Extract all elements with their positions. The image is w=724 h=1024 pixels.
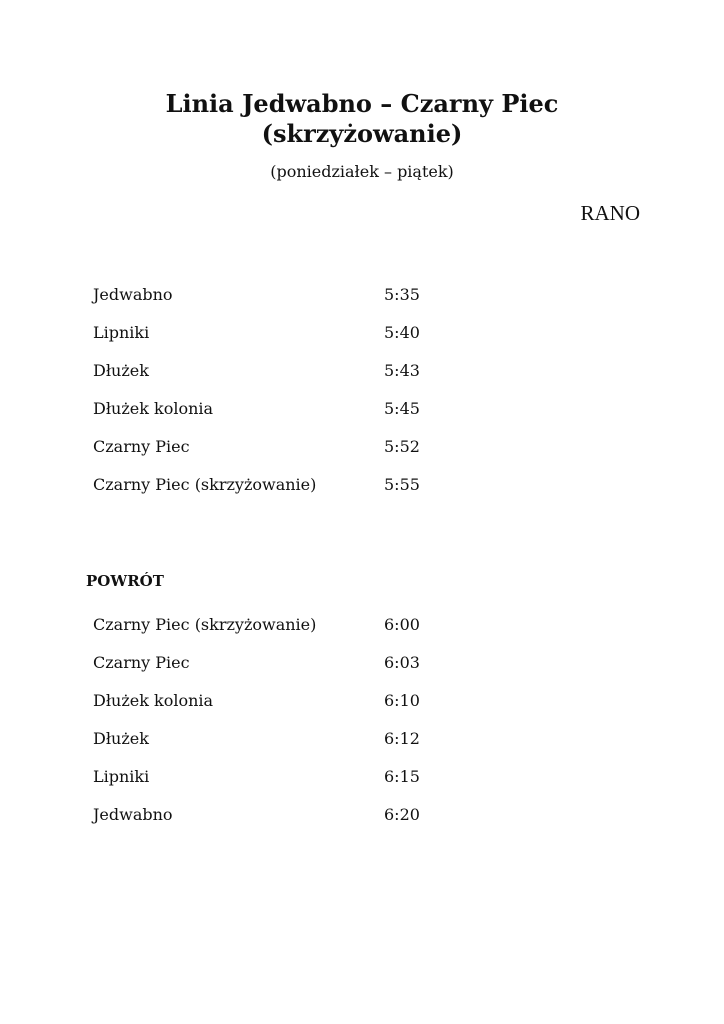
departure-time: 6:03 bbox=[384, 653, 420, 672]
stop-name: Czarny Piec (skrzyżowanie) bbox=[93, 615, 317, 634]
timetable-row bbox=[0, 474, 724, 512]
stop-name: Lipniki bbox=[93, 323, 150, 342]
departure-time: 5:35 bbox=[384, 285, 420, 304]
departure-time: 5:55 bbox=[384, 475, 420, 494]
return-section-heading: POWRÓT bbox=[86, 572, 164, 590]
timetable-row bbox=[0, 652, 724, 690]
departure-time: 5:52 bbox=[384, 437, 420, 456]
timetable-row bbox=[0, 436, 724, 474]
page-title-line2: (skrzyżowanie) bbox=[261, 119, 463, 148]
timetable-row bbox=[0, 728, 724, 766]
timetable-row bbox=[0, 804, 724, 842]
stop-name: Dłużek bbox=[93, 361, 149, 380]
stop-name: Lipniki bbox=[93, 767, 150, 786]
departure-time: 6:00 bbox=[384, 615, 420, 634]
stop-name: Jedwabno bbox=[93, 805, 173, 824]
departure-time: 5:43 bbox=[384, 361, 420, 380]
page-title-line1: Linia Jedwabno – Czarny Piec bbox=[165, 89, 559, 118]
outbound-timetable bbox=[0, 284, 724, 512]
timetable-row bbox=[0, 398, 724, 436]
stop-name: Czarny Piec bbox=[93, 653, 190, 672]
timetable-row bbox=[0, 322, 724, 360]
departure-time: 5:40 bbox=[384, 323, 420, 342]
departure-time: 6:20 bbox=[384, 805, 420, 824]
stop-name: Czarny Piec (skrzyżowanie) bbox=[93, 475, 317, 494]
departure-time: 6:15 bbox=[384, 767, 420, 786]
stop-name: Czarny Piec bbox=[93, 437, 190, 456]
time-of-day-label: RANO bbox=[580, 201, 640, 225]
stop-name: Dłużek kolonia bbox=[93, 399, 214, 418]
days-subtitle: (poniedziałek – piątek) bbox=[270, 162, 454, 181]
departure-time: 5:45 bbox=[384, 399, 420, 418]
timetable-row bbox=[0, 690, 724, 728]
timetable-row bbox=[0, 766, 724, 804]
timetable-row bbox=[0, 360, 724, 398]
timetable-row bbox=[0, 614, 724, 652]
stop-name: Dłużek bbox=[93, 729, 149, 748]
stop-name: Dłużek kolonia bbox=[93, 691, 214, 710]
departure-time: 6:12 bbox=[384, 729, 420, 748]
stop-name: Jedwabno bbox=[93, 285, 173, 304]
departure-time: 6:10 bbox=[384, 691, 420, 710]
return-timetable bbox=[0, 614, 724, 842]
timetable-row bbox=[0, 284, 724, 322]
